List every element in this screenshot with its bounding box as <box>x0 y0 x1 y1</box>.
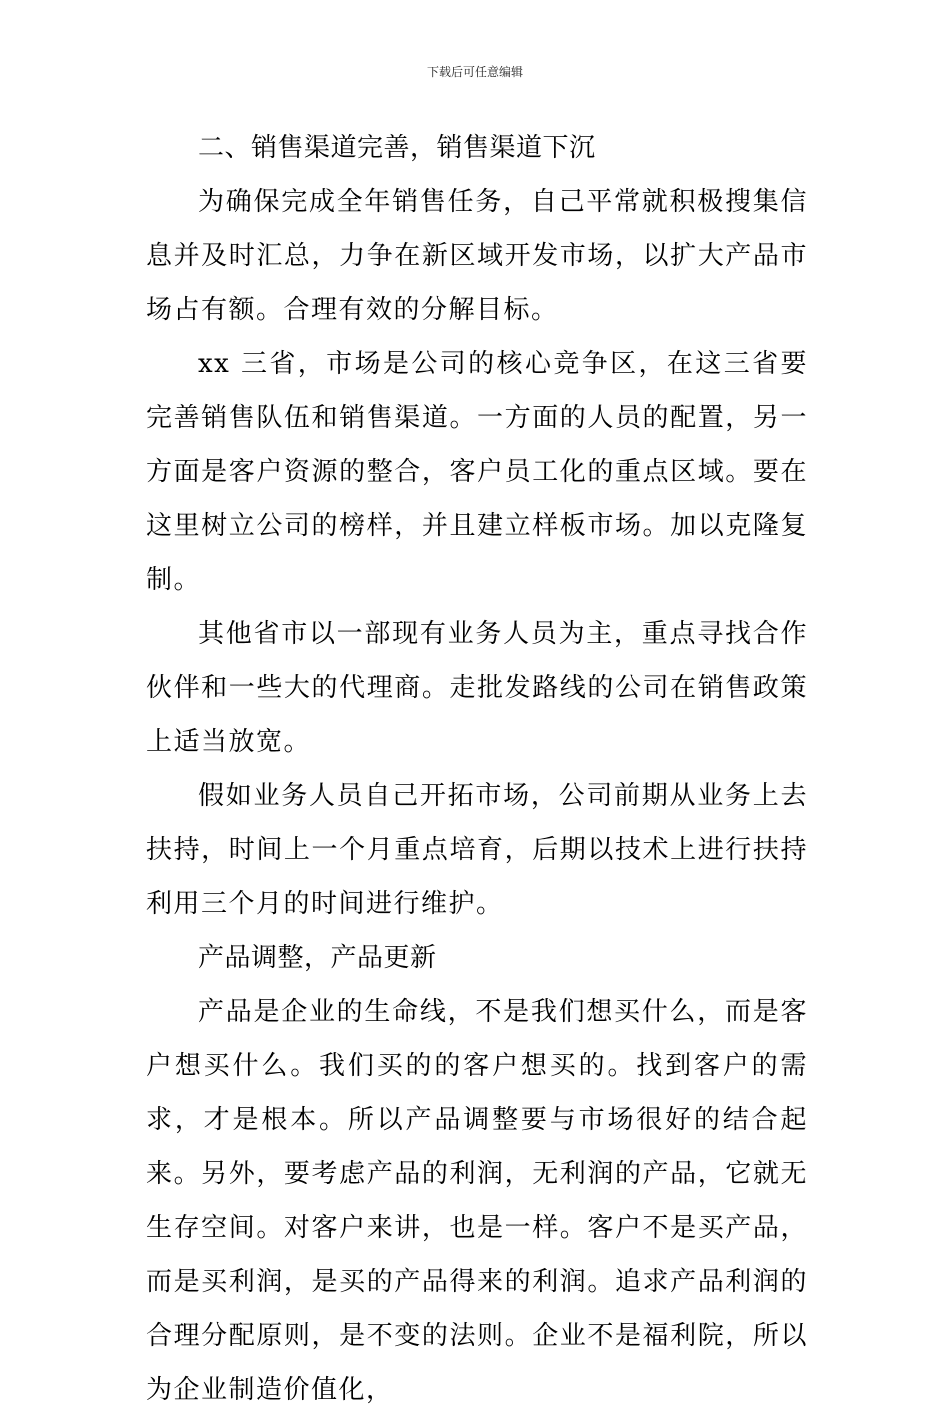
paragraph-sales-target: 为确保完成全年销售任务，自己平常就积极搜集信息并及时汇总，力争在新区域开发市场，以扩大产品市场占有额。合理有效的分解目标。 <box>146 187 808 325</box>
section-heading: 二、销售渠道完善，销售渠道下沉 <box>198 133 596 163</box>
sub-heading: 产品调整，产品更新 <box>198 943 437 973</box>
page-header-note: 下载后可任意编辑 <box>426 65 523 79</box>
paragraph-business-support: 假如业务人员自己开拓市场，公司前期从业务上去扶持，时间上一个月重点培育，后期以技术上进行扶持利用三个月的时间进行维护。 <box>146 781 808 919</box>
paragraph-product-lifeline: 产品是企业的生命线，不是我们想买什么，而是客户想买什么。我们买的的客户想买的。找到客户的需求，才是根本。所以产品调整要与市场很好的结合起来。另外，要考虑产品的利润，无利润的产品，它就无生存空间。对客户来讲，也是一样。客户不是买产品，而是买利润，是买的产品得来的利润。追求产品利润的合理分配原则，是不变的法则。企业不是福利院，所以为企业制造价值化， <box>146 997 808 1405</box>
document-body <box>146 121 808 1417</box>
paragraph-core-region: xx 三省，市场是公司的核心竞争区，在这三省要完善销售队伍和销售渠道。一方面的人员的配置，另一方面是客户资源的整合，客户员工化的重点区域。要在这里树立公司的榜样，并且建立样板市场。加以克隆复制。 <box>146 349 808 595</box>
paragraph-other-provinces: 其他省市以一部现有业务人员为主，重点寻找合作伙伴和一些大的代理商。走批发路线的公司在销售政策上适当放宽。 <box>146 619 808 757</box>
